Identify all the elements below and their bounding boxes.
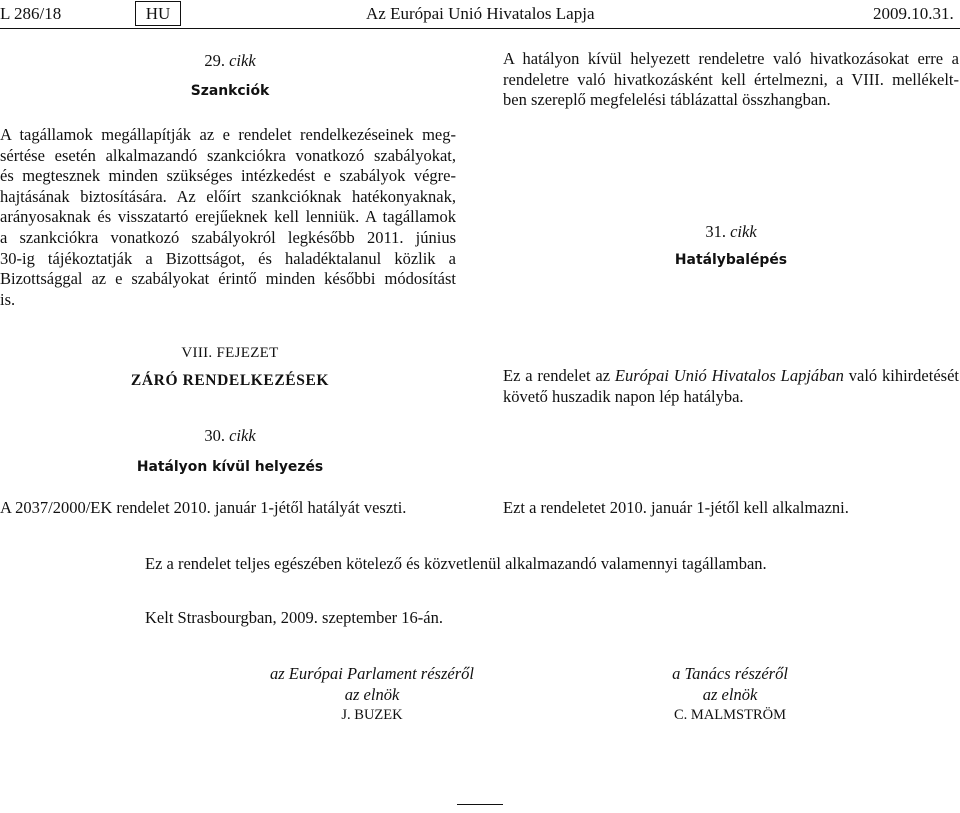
body-line: sértése esetén alkalmazandó szankciókra vonatkozó szabályokat,	[0, 145, 456, 165]
place-and-date: Kelt Strasbourgban, 2009. szeptember 16-án.	[145, 608, 443, 627]
page-reference: L 286/18	[0, 4, 62, 23]
body-line: rendeletre való hivatkozásként kell értelmezni, a VIII. mellékelt-	[503, 69, 959, 89]
body-line: 30-ig tájékoztatják a Bizottságot, és haladéktalanul közlik a	[0, 248, 456, 268]
signatory-body: az Európai Parlament részéről	[270, 664, 474, 683]
signatory-body: a Tanács részéről	[672, 664, 788, 683]
language-badge: HU	[135, 1, 181, 26]
body-line: A tagállamok megállapítják az e rendelet rendelkezéseinek meg-	[0, 125, 456, 144]
article-29-title: Szankciók	[190, 83, 270, 99]
article-31-number: 31. cikk	[705, 222, 757, 241]
article-31-title: Hatálybalépés	[674, 252, 788, 268]
body-line: követő huszadik napon lép hatályba.	[503, 386, 744, 406]
entry-into-force-text	[503, 366, 959, 407]
body-line: a szankciókra vonatkozó szabályokról legkésőbb 2011. június	[0, 227, 456, 247]
article-29-number: 29. cikk	[204, 51, 256, 70]
end-rule	[457, 804, 503, 805]
header-rule	[0, 28, 960, 29]
journal-title: Az Európai Unió Hivatalos Lapja	[366, 4, 595, 23]
signatory-name: C. MALMSTRÖM	[674, 707, 786, 723]
repeal-text: A 2037/2000/EK rendelet 2010. január 1-jétől hatályát veszti.	[0, 498, 407, 517]
body-line: is.	[0, 289, 16, 309]
chapter-title: ZÁRÓ RENDELKEZÉSEK	[130, 372, 330, 389]
signature-block-council	[596, 663, 864, 726]
body-line: arányosaknak és visszatartó erejűeknek kell lenniük. A tagállamok	[0, 207, 456, 227]
body-line: A hatályon kívül helyezett rendeletre való hivatkozásokat erre a	[503, 49, 959, 68]
article-30-title: Hatályon kívül helyezés	[136, 459, 324, 475]
binding-statement: Ez a rendelet teljes egészében kötelező és közvetlenül alkalmazandó valamennyi tagállamban.	[145, 554, 767, 573]
application-date-text: Ezt a rendeletet 2010. január 1-jétől kell alkalmazni.	[503, 498, 849, 517]
signatory-name: J. BUZEK	[341, 707, 403, 723]
body-line: hajtásának biztosítására. Az előírt szankcióknak hatékonyaknak,	[0, 186, 456, 206]
chapter-number: VIII. FEJEZET	[181, 345, 279, 361]
signatory-role: az elnök	[702, 685, 758, 704]
body-line: ben szereplő megfelelési táblázattal összhangban.	[503, 90, 831, 110]
signature-block-parliament	[238, 663, 506, 726]
body-line: Ez a rendelet az Európai Unió Hivatalos Lapjában való kihirdetését	[503, 366, 959, 385]
body-line: Bizottsággal az e szabályokat érintő minden későbbi módosítást	[0, 269, 456, 289]
article-29-body	[0, 125, 456, 310]
publication-date: 2009.10.31.	[873, 4, 954, 23]
signatory-role: az elnök	[344, 685, 400, 704]
repeal-reference-paragraph	[503, 49, 959, 111]
body-line: és megtesznek minden szükséges intézkedést e szabályok végre-	[0, 166, 456, 186]
article-30-number: 30. cikk	[204, 426, 256, 445]
